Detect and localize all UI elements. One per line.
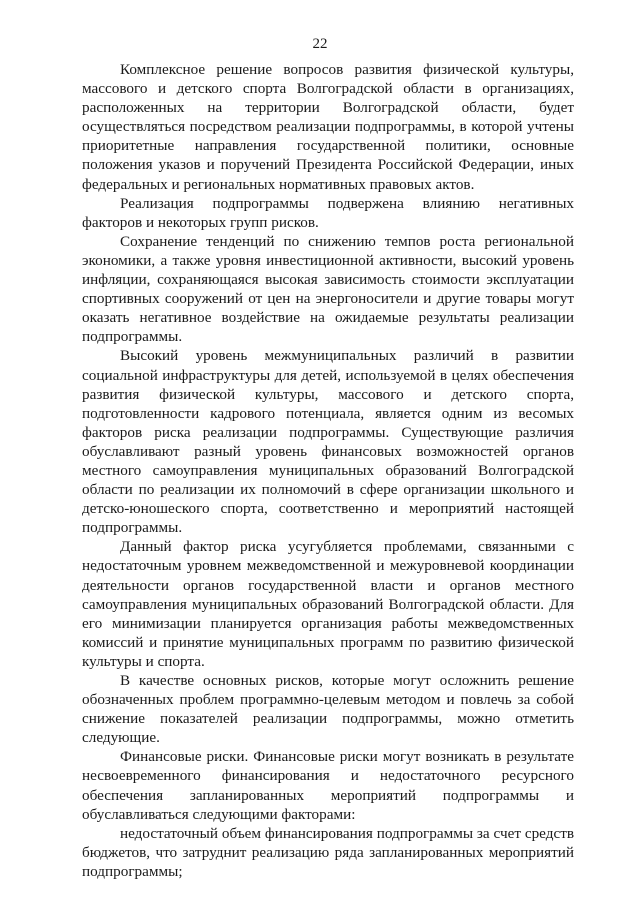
paragraph-municipal-differences: Высокий уровень межмуниципальных различий в развитии социальной инфраструктуры для детей, используемой в целях обеспечения развития физической культуры, массового и детского спорта, подготовленности кадрового потенциала, является одним из весомых факторов риска реализации подпрограммы. Существующие различия обуславливают разный уровень финансовых возможностей органов местного самоуправления муниципальных образований Волгоградской области по реализации их полномочий в сфере организации школьного и детско-юношеского спорта, соответственно и мероприятий настоящей подпрограммы. bbox=[82, 347, 574, 537]
page-number: 22 bbox=[312, 36, 328, 52]
paragraph-negative-factors: Реализация подпрограммы подвержена влиянию негативных факторов и некоторых групп рисков. bbox=[82, 194, 574, 231]
body-text bbox=[82, 60, 574, 881]
paragraph-financial-risks: Финансовые риски. Финансовые риски могут возникать в результате несвоевременного финансирования и недостаточного ресурсного обеспечения запланированных мероприятий подпрограммы и обуславливаться следующими факторами: bbox=[82, 748, 574, 823]
paragraph-economic-trends: Сохранение тенденций по снижению темпов роста региональной экономики, а также уровня инвестиционной активности, высокий уровень инфляции, сохраняющаяся высокая зависимость стоимости эксплуатации спортивных сооружений от цен на энергоносители и другие товары могут оказать негативное воздействие на ожидаемые результаты реализации подпрограммы. bbox=[82, 232, 574, 346]
paragraph-insufficient-funding: недостаточный объем финансирования подпрограммы за счет средств бюджетов, что затруднит реализацию ряда запланированных мероприятий подпрограммы; bbox=[82, 824, 574, 880]
paragraph-intro: Комплексное решение вопросов развития физической культуры, массового и детского спорта Волгоградской области в организациях, расположенных на территории Волгоградской области, будет осуществляться посредством реализации подпрограммы, в которой учтены приоритетные направления государственной политики, основные положения указов и поручений Президента Российской Федерации, иных федеральных и региональных нормативных правовых актов. bbox=[82, 61, 574, 193]
paragraph-coordination-risk: Данный фактор риска усугубляется проблемами, связанными с недостаточным уровнем межведомственной и межуровневой координации деятельности органов государственной власти и органов местного самоуправления муниципальных образований Волгоградской области. Для его минимизации планируется организация работы межведомственных комиссий и принятие муниципальных программ по развитию физической культуры и спорта. bbox=[82, 538, 574, 670]
paragraph-main-risks: В качестве основных рисков, которые могут осложнить решение обозначенных проблем программно-целевым методом и повлечь за собой снижение показателей реализации подпрограммы, можно отметить следующие. bbox=[82, 672, 574, 747]
